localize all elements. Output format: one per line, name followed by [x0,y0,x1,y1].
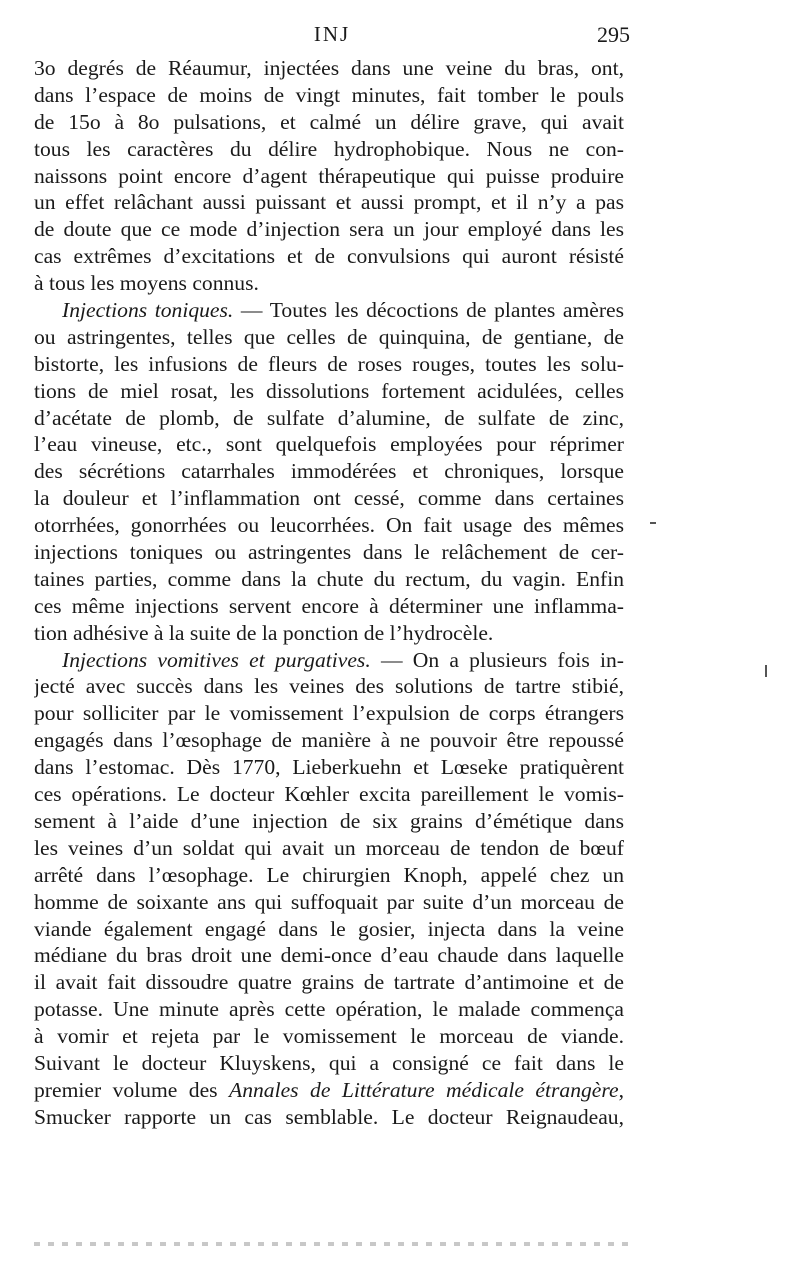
text-run: — Toutes les décoctions de plantes amères [233,298,624,323]
text-line: ces même injections servent encore à déterminer une inflamma- [34,593,624,618]
text-line: à vomir et rejeta par le vomissement le morceau de viande. [34,1024,624,1049]
paragraph-hydrophobia-continuation [34,55,624,297]
text-line: taines parties, comme dans la chute du rectum, du vagin. Enfin [34,566,624,591]
text-line: potasse. Une minute après cette opération, le malade commença [34,997,624,1022]
text-line: des sécrétions catarrhales immodérées et chroniques, lorsque [34,459,624,484]
running-head [34,22,630,56]
section-heading-vomitives: Injections vomitives et purgatives. [62,647,371,672]
text-line: pour solliciter par le vomissement l’expulsion de corps étrangers [34,701,624,726]
scan-artifact-mark [765,665,767,677]
text-line: tous les caractères du délire hydrophobique. Nous ne con- [34,136,624,161]
text-line: il avait fait dissoudre quatre grains de tartrate d’antimoine et de [34,970,624,995]
text-line: tion adhésive à la suite de la ponction de l’hydrocèle. [34,620,494,645]
text-line: cas extrêmes d’excitations et de convulsions qui auront résisté [34,244,624,269]
scan-artifact-mark [650,522,656,524]
text-line: naissons point encore d’agent thérapeutique qui puisse produire [34,163,624,188]
text-line: tions de miel rosat, les dissolutions fortement acidulées, celles [34,378,624,403]
text-line: Smucker rapporte un cas semblable. Le docteur Reignaudeau, [34,1104,624,1129]
text-line: les veines d’un soldat qui avait un morceau de tendon de bœuf [34,835,624,860]
text-line: de doute que ce mode d’injection sera un jour employé dans les [34,217,624,242]
running-title: INJ [313,22,351,46]
text-line: injections toniques ou astringentes dans le relâchement de cer- [34,540,624,565]
text-line: l’eau vineuse, etc., sont quelquefois employées pour réprimer [34,432,624,457]
text-line: ces opérations. Le docteur Kœhler excita pareillement le vomis- [34,782,624,807]
text-line: engagés dans l’œsophage de manière à ne pouvoir être repoussé [34,728,624,753]
text-line: Suivant le docteur Kluyskens, qui a consigné ce fait dans le [34,1050,624,1075]
text-line-first [34,297,624,324]
text-run: , [618,1077,624,1102]
text-line: bistorte, les infusions de fleurs de roses rouges, toutes les solu- [34,351,624,376]
text-line: 3o degrés de Réaumur, injectées dans une veine du bras, ont, [34,56,624,80]
text-line: ou astringentes, telles que celles de quinquina, de gentiane, de [34,324,624,349]
paragraph-injections-vomitives [34,647,624,1131]
text-line: dans l’espace de moins de vingt minutes, fait tomber le pouls [34,82,624,107]
text-line: jecté avec succès dans les veines des solutions de tartre stibié, [34,674,624,699]
text-line: homme de soixante ans qui suffoquait par suite d’un morceau de [34,889,624,914]
text-line: la douleur et l’inflammation ont cessé, comme dans certaines [34,486,624,511]
text-line: à tous les moyens connus. [34,271,259,296]
text-line: médiane du bras droit une demi-once d’eau chaude dans laquelle [34,943,624,968]
text-run: — On a plusieurs fois in- [370,647,624,672]
text-run: premier volume des [34,1077,230,1102]
page-number: 295 [597,22,630,47]
text-line: arrêté dans l’œsophage. Le chirurgien Knoph, appelé chez un [34,862,624,887]
text-line: un effet relâchant aussi puissant et aussi prompt, et il n’y a pas [34,190,624,215]
text-line: dans l’estomac. Dès 1770, Lieberkuehn et Lœseke pratiquèrent [34,755,624,780]
section-heading-toniques: Injections toniques. [62,298,234,323]
text-line: de 15o à 8o pulsations, et calmé un délire grave, qui avait [34,109,624,134]
text-line-with-title [34,1077,624,1104]
body-text [34,55,624,1131]
paragraph-injections-toniques [34,297,624,647]
text-line: d’acétate de plomb, de sulfate d’alumine, de sulfate de zinc, [34,405,624,430]
text-line: viande également engagé dans le gosier, injecta dans la veine [34,916,624,941]
scan-bleed-through [34,1242,629,1246]
text-line-first [34,647,624,674]
journal-title: Annales de Littérature médicale étrangère [229,1077,619,1102]
text-line: sement à l’aide d’une injection de six grains d’émétique dans [34,808,624,833]
text-line: otorrhées, gonorrhées ou leucorrhées. On fait usage des mêmes [34,513,624,538]
